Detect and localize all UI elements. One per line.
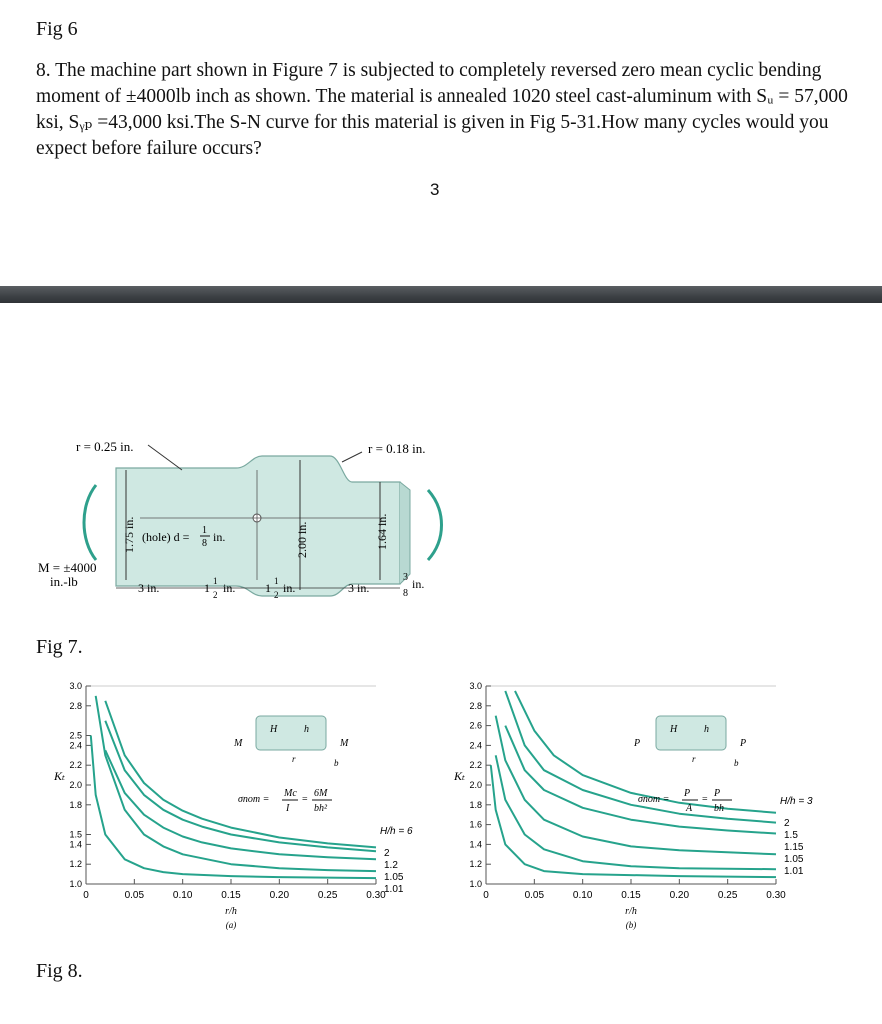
dim-1-64: 1.64 in. bbox=[375, 513, 389, 550]
chart-b-y-tick-label: 2.4 bbox=[469, 740, 482, 751]
chart-b-panel-label: (b) bbox=[625, 920, 637, 930]
radius-left-label: r = 0.25 in. bbox=[76, 439, 134, 454]
chart-b-inset-part bbox=[656, 716, 726, 750]
chart-b-x-tick-label: 0.05 bbox=[524, 890, 545, 901]
chart-a-x-tick-label: 0.30 bbox=[366, 890, 386, 901]
chart-b-y-tick-label: 2.0 bbox=[469, 780, 482, 790]
hole-frac-den: 8 bbox=[202, 538, 207, 549]
chart-b-formula-eq: = bbox=[702, 794, 708, 805]
dim-1half-b-den: 2 bbox=[274, 590, 279, 600]
chart-b-y-tick-label: 2.2 bbox=[469, 760, 482, 771]
chart-a-y-tick-label: 2.4 bbox=[69, 740, 82, 751]
chart-b-y-tick-label: 1.8 bbox=[469, 799, 482, 810]
chart-a-formula-f1-den: I bbox=[286, 803, 290, 814]
chart-a-y-tick-label: 1.8 bbox=[69, 799, 82, 810]
chart-b-x-tick-label: 0.15 bbox=[621, 890, 641, 901]
chart-b-x-tick-label: 0.20 bbox=[669, 890, 690, 901]
chart-a-series-label-2: 2 bbox=[384, 848, 390, 859]
part-body bbox=[116, 456, 400, 596]
chart-a-x-tick-label: 0.05 bbox=[124, 890, 145, 901]
chart-b-x-tick-label: 0.25 bbox=[717, 890, 738, 901]
hole-prefix: (hole) d = bbox=[142, 530, 190, 544]
fig6-label: Fig 6 bbox=[36, 18, 78, 40]
chart-a-series-label-1.2: 1.2 bbox=[384, 860, 398, 871]
chart-a-y-tick-label: 1.2 bbox=[69, 859, 82, 870]
chart-a-x-tick-label: 0.25 bbox=[317, 890, 338, 901]
chart-a-y-tick-label: 2.0 bbox=[69, 780, 82, 790]
chart-a-series-label-1.05: 1.05 bbox=[384, 872, 404, 883]
chart-b-y-tick-label: 3.0 bbox=[469, 681, 482, 691]
dim-2-00: 2.00 in. bbox=[295, 521, 309, 558]
chart-b-y-tick-label: 1.6 bbox=[469, 819, 482, 830]
chart-a-formula-eq: = bbox=[302, 794, 308, 805]
chart-a-formula-f2-den: bh² bbox=[314, 803, 327, 814]
fig7-label: Fig 7. bbox=[36, 636, 83, 658]
dim-38-num: 3 bbox=[403, 572, 408, 583]
chart-a-legend-title: H/h = 6 bbox=[380, 826, 413, 837]
moment-unit: in.-lb bbox=[50, 574, 78, 589]
chart-b-formula-f2-den: bh bbox=[714, 803, 724, 814]
chart-a-inset-H: H bbox=[270, 724, 278, 735]
chart-b-series-label-1.5: 1.5 bbox=[784, 830, 798, 841]
chart-b-series-label-2: 2 bbox=[784, 818, 790, 829]
chart-b-formula-lhs: σnom = bbox=[638, 794, 670, 805]
chart-a-y-tick-label: 1.0 bbox=[69, 879, 82, 889]
dim-1half-a-den: 2 bbox=[213, 590, 218, 600]
chart-b-series-1.01 bbox=[491, 765, 776, 877]
fig8-label: Fig 8. bbox=[36, 960, 83, 982]
chart-a-panel-label: (a) bbox=[225, 920, 237, 930]
chart-b-formula-f1-num: P bbox=[684, 788, 691, 799]
chart-b-inset-load-left: P bbox=[634, 738, 641, 749]
chart-a-y-tick-label: 1.5 bbox=[69, 829, 82, 840]
chart-a-x-tick-label: 0 bbox=[83, 890, 89, 901]
chart-a-formula-f2-num: 6M bbox=[314, 788, 328, 799]
page-number: 3 bbox=[430, 180, 440, 199]
chart-b-y-tick-label: 2.8 bbox=[469, 700, 482, 711]
chart-a-inset-b: b bbox=[334, 758, 339, 768]
radius-right-label: r = 0.18 in. bbox=[368, 441, 426, 456]
chart-a-y-label: Kₜ bbox=[54, 769, 65, 784]
dim-38-den: 8 bbox=[403, 588, 408, 599]
chart-b-x-tick-label: 0.10 bbox=[572, 890, 593, 901]
moment-label: M = ±4000 bbox=[38, 560, 97, 575]
chart-a-inset-part bbox=[256, 716, 326, 750]
chart-b-series-label-1.01: 1.01 bbox=[784, 866, 804, 877]
dim-3in-a: 3 in. bbox=[138, 581, 160, 595]
chart-b-y-tick-label: 1.4 bbox=[469, 839, 482, 850]
chart-a-y-tick-label: 2.5 bbox=[69, 730, 82, 741]
dim-38-unit: in. bbox=[412, 577, 425, 591]
chart-b-inset-h: h bbox=[704, 724, 709, 735]
chart-b-x-tick-label: 0.30 bbox=[766, 890, 786, 901]
chart-a-x-tick-label: 0.20 bbox=[269, 890, 290, 901]
chart-a-series-label-1.01: 1.01 bbox=[384, 884, 404, 895]
problem-statement: 8. The machine part shown in Figure 7 is subjected to completely reversed zero mean cyclic bending moment of ±4000lb inch as shown. The material is annealed 1020 steel cast-aluminum with Sᵤ = 57,000 ksi, Sᵧₚ =43,000 ksi.The S-N curve for this material is given in Fig 5-31.How many cycles would you expect before failure occurs? bbox=[36, 60, 848, 159]
dim-1half-b-whole: 1 bbox=[265, 581, 271, 595]
chart-a-inset-r: r bbox=[292, 754, 296, 764]
chart-a-x-label: r/h bbox=[225, 906, 237, 917]
chart-a-formula-f1-num: Mc bbox=[284, 788, 297, 799]
chart-a-y-tick-label: 2.2 bbox=[69, 760, 82, 771]
chart-a-formula-lhs: σnom = bbox=[238, 794, 270, 805]
chart-a-inset-h: h bbox=[304, 724, 309, 735]
dim-3in-b: 3 in. bbox=[348, 581, 370, 595]
chart-b-formula-f1-den: A bbox=[686, 803, 693, 814]
chart-a-inset-load-right: M bbox=[340, 738, 349, 749]
dim-1-75: 1.75 in. bbox=[122, 516, 136, 553]
dim-1half-a-unit: in. bbox=[223, 581, 236, 595]
dim-1half-b-num: 1 bbox=[274, 576, 279, 586]
chart-b-y-tick-label: 1.2 bbox=[469, 859, 482, 870]
chart-a-y-tick-label: 1.4 bbox=[69, 839, 82, 850]
chart-b-inset-load-right: P bbox=[740, 738, 747, 749]
chart-b-x-label: r/h bbox=[625, 906, 637, 917]
chart-b-series-label-1.15: 1.15 bbox=[784, 842, 804, 853]
chart-a-y-tick-label: 2.8 bbox=[69, 700, 82, 711]
chart-a-inset-load-left: M bbox=[234, 738, 243, 749]
dim-1half-b-unit: in. bbox=[283, 581, 296, 595]
hole-frac-num: 1 bbox=[202, 525, 207, 536]
viewer-separator-bar bbox=[0, 286, 882, 303]
chart-b-x-tick-label: 0 bbox=[483, 890, 489, 901]
chart-b-series-1.5 bbox=[505, 726, 776, 834]
chart-b-inset-H: H bbox=[670, 724, 678, 735]
dim-1half-a-whole: 1 bbox=[204, 581, 210, 595]
chart-b bbox=[440, 676, 860, 936]
chart-a bbox=[40, 676, 440, 936]
chart-b-series-label-1.05: 1.05 bbox=[784, 854, 804, 865]
chart-b-y-tick-label: 1.0 bbox=[469, 879, 482, 889]
machine-part-figure bbox=[0, 430, 882, 620]
chart-a-y-tick-label: 3.0 bbox=[69, 681, 82, 691]
chart-b-inset-b: b bbox=[734, 758, 739, 768]
chart-b-inset-r: r bbox=[692, 754, 696, 764]
chart-b-y-tick-label: 2.6 bbox=[469, 720, 482, 731]
chart-b-legend-title: H/h = 3 bbox=[780, 796, 813, 807]
chart-a-x-tick-label: 0.15 bbox=[221, 890, 241, 901]
chart-b-formula-f2-num: P bbox=[714, 788, 721, 799]
dim-1half-a-num: 1 bbox=[213, 576, 218, 586]
hole-suffix: in. bbox=[213, 530, 226, 544]
chart-b-y-label: Kₜ bbox=[454, 769, 465, 784]
chart-a-x-tick-label: 0.10 bbox=[172, 890, 193, 901]
chart-a-series-6 bbox=[105, 701, 376, 848]
